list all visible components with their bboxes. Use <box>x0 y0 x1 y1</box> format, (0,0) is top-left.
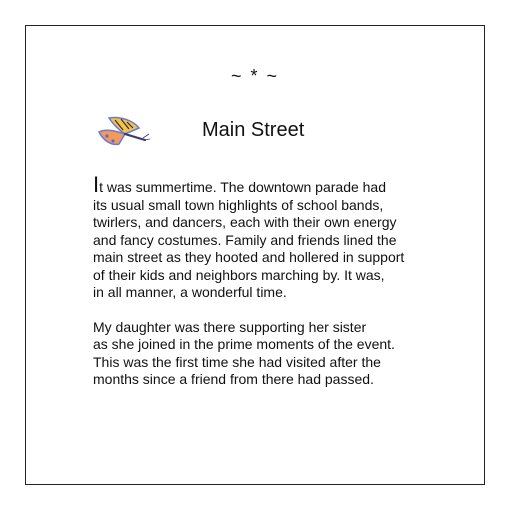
drop-cap: I <box>93 172 100 197</box>
paragraph-1-text: t was summertime. The downtown parade had its usual small town highlights of school bands, twirlers, and dancers, each with their own energy and fancy costumes. Family and friends lined the main street as they hooted and hollered in support of their kids and neighbors marching by. It was, in all manner, a wonderful time. <box>93 179 405 300</box>
poem-page <box>25 25 485 485</box>
paragraph-2 <box>93 319 473 389</box>
paragraph-2-text: My daughter was there supporting her sister as she joined in the prime moments of the event. This was the first time she had visited after the months since a friend from there had passed. <box>93 318 395 387</box>
ornament-divider: ~ * ~ <box>230 66 280 86</box>
paragraph-1 <box>93 172 473 302</box>
page-title: Main Street <box>202 119 305 141</box>
poem-body <box>93 172 473 389</box>
butterfly-icon <box>95 114 151 148</box>
